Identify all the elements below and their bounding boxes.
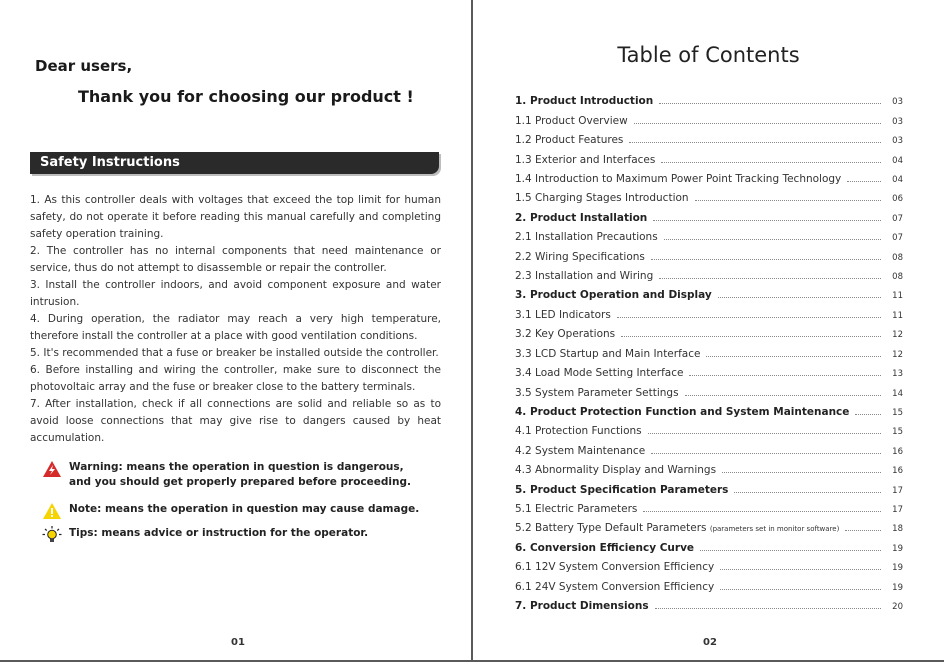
- toc-entry-title: [515, 115, 628, 127]
- toc-entry-title: [515, 542, 694, 554]
- toc-entry-title: [515, 212, 647, 224]
- toc-leader-dots: [661, 162, 881, 163]
- toc-entry[interactable]: [515, 573, 903, 592]
- toc-page-number: 11: [892, 291, 903, 302]
- toc-page-number: 08: [892, 252, 903, 263]
- toc-leader-dots: [720, 589, 881, 590]
- toc-page-number: 20: [892, 601, 903, 612]
- toc-entry[interactable]: [515, 224, 903, 243]
- toc-leader-dots: [655, 608, 881, 609]
- toc-page-number: 16: [892, 446, 903, 457]
- toc-entry-title-text: 1.3 Exterior and Interfaces: [515, 153, 656, 166]
- toc-leader-dots: [706, 356, 881, 357]
- toc-entry-title-text: 6. Conversion Efficiency Curve: [515, 541, 695, 554]
- toc-leader-dots: [653, 220, 881, 221]
- toc-entry[interactable]: [515, 554, 903, 573]
- toc-entry-title: [515, 561, 714, 573]
- toc-leader-dots: [689, 375, 881, 376]
- toc-entry[interactable]: [515, 185, 903, 204]
- toc-page-number: 17: [892, 485, 903, 496]
- warning-text: Warning: means the operation in question is dangerous, and you should get properly prepared before proceeding.: [69, 461, 411, 488]
- toc-leader-dots: [629, 142, 881, 143]
- toc-entry-title: [515, 154, 655, 166]
- instruction-item: 4. During operation, the radiator may reach a very high temperature, therefore install the controller at a place with good ventilation conditions.: [30, 313, 441, 342]
- toc-page-number: 19: [892, 582, 903, 593]
- toc-entry-title: [515, 328, 615, 340]
- instruction-item: 5. It's recommended that a fuse or breaker be installed outside the controller.: [30, 347, 439, 359]
- toc-entry[interactable]: [515, 437, 903, 456]
- toc-entry-title: [515, 522, 839, 534]
- tips-text: Tips: means advice or instruction for the operator.: [69, 527, 369, 539]
- toc-entry-title: [515, 95, 653, 107]
- toc-entry[interactable]: [515, 301, 903, 320]
- toc-entry-title-text: 3.1 LED Indicators: [515, 308, 611, 321]
- thanks-heading: Thank you for choosing our product !: [78, 87, 414, 106]
- toc-leader-dots: [855, 414, 881, 415]
- toc-page-number: 12: [892, 349, 903, 360]
- toc-entry[interactable]: [515, 282, 903, 301]
- toc-entry-title: [515, 503, 637, 515]
- note-triangle-icon: [42, 502, 62, 520]
- toc-entry[interactable]: [515, 146, 903, 165]
- toc-entry-title-text: 4. Product Protection Function and System Maintenance: [515, 405, 850, 418]
- toc-entry-title-text: 1.2 Product Features: [515, 134, 624, 147]
- toc-leader-dots: [685, 395, 881, 396]
- toc-entry[interactable]: [515, 204, 903, 223]
- toc-entry[interactable]: [515, 379, 903, 398]
- toc-entry-title: [515, 289, 712, 301]
- toc-entry[interactable]: [515, 321, 903, 340]
- toc-entry-title: [515, 134, 623, 146]
- toc-entry-title-text: 7. Product Dimensions: [515, 599, 649, 612]
- toc-leader-dots: [634, 123, 881, 124]
- toc-entry-title-text: 3.2 Key Operations: [515, 328, 616, 341]
- toc-page-number: 14: [892, 388, 903, 399]
- toc-entry-title: [515, 367, 683, 379]
- toc-entry-note: (parameters set in monitor software): [709, 525, 840, 534]
- instruction-list: [30, 192, 441, 447]
- toc-page-number: 13: [892, 369, 903, 380]
- toc-entry-title-text: 1.5 Charging Stages Introduction: [515, 192, 689, 205]
- toc-leader-dots: [734, 492, 881, 493]
- toc-page-number: 16: [892, 466, 903, 477]
- toc-entry-title-text: 6.1 12V System Conversion Efficiency: [515, 561, 715, 574]
- toc-page-number: 08: [892, 272, 903, 283]
- toc-leader-dots: [648, 433, 881, 434]
- toc-page-number: 18: [892, 524, 903, 535]
- toc-leader-dots: [847, 181, 881, 182]
- toc-entry-title-text: 5. Product Specification Parameters: [515, 483, 729, 496]
- toc-page-number: 15: [892, 407, 903, 418]
- toc-entry-title-text: 3. Product Operation and Display: [515, 289, 712, 302]
- safety-instructions-banner: [30, 152, 439, 174]
- toc-entry[interactable]: [515, 515, 903, 534]
- page-number: 01: [231, 637, 245, 648]
- toc-entry-title-text: 3.4 Load Mode Setting Interface: [515, 367, 684, 380]
- toc-page-number: 07: [892, 233, 903, 244]
- toc-entry[interactable]: [515, 399, 903, 418]
- table-of-contents: [515, 88, 903, 612]
- toc-entry-title: [515, 270, 653, 282]
- instruction-item: 3. Install the controller indoors, and avoid component exposure and water intrusion.: [30, 279, 441, 308]
- toc-entry-title: [515, 231, 658, 243]
- toc-entry-title: [515, 484, 728, 496]
- toc-leader-dots: [621, 336, 881, 337]
- toc-page-number: 19: [892, 543, 903, 554]
- toc-page-number: 12: [892, 330, 903, 341]
- lightbulb-icon: [42, 526, 62, 544]
- toc-entry-title-text: 2.2 Wiring Specifications: [515, 250, 645, 263]
- toc-entry-title: [515, 309, 611, 321]
- toc-page-number: 04: [892, 175, 903, 186]
- toc-entry-title-text: 1. Product Introduction: [515, 95, 654, 108]
- toc-entry-title-text: 6.1 24V System Conversion Efficiency: [515, 580, 715, 593]
- safety-heading: Safety Instructions: [40, 155, 180, 170]
- instruction-item: 7. After installation, check if all connections are solid and reliable so as to avoid loose connections that may give rise to dangers caused by heat accumulation.: [30, 398, 441, 444]
- toc-entry[interactable]: [515, 107, 903, 126]
- toc-entry[interactable]: [515, 360, 903, 379]
- note-text: Note: means the operation in question may cause damage.: [69, 503, 420, 515]
- toc-entry-title-text: 2.3 Installation and Wiring: [515, 270, 654, 283]
- toc-leader-dots: [643, 511, 881, 512]
- toc-leader-dots: [700, 550, 881, 551]
- toc-entry[interactable]: [515, 418, 903, 437]
- toc-page-number: 03: [892, 116, 903, 127]
- toc-leader-dots: [617, 317, 881, 318]
- toc-entry[interactable]: [515, 88, 903, 107]
- toc-entry[interactable]: [515, 127, 903, 146]
- toc-leader-dots: [845, 530, 881, 531]
- toc-entry-title: [515, 348, 700, 360]
- left-page: [0, 0, 471, 662]
- toc-entry[interactable]: [515, 243, 903, 262]
- toc-entry-title-text: 3.5 System Parameter Settings: [515, 386, 679, 399]
- toc-page-number: 17: [892, 504, 903, 515]
- toc-leader-dots: [659, 103, 881, 104]
- toc-page-number: 19: [892, 563, 903, 574]
- toc-leader-dots: [651, 259, 881, 260]
- toc-leader-dots: [722, 472, 881, 473]
- toc-page-number: 11: [892, 310, 903, 321]
- toc-entry-title-text: 4.1 Protection Functions: [515, 425, 642, 438]
- toc-entry-title: [515, 173, 841, 185]
- toc-leader-dots: [659, 278, 881, 279]
- toc-leader-dots: [664, 239, 881, 240]
- toc-entry[interactable]: [515, 263, 903, 282]
- toc-entry-title-text: 4.2 System Maintenance: [515, 444, 646, 457]
- toc-entry[interactable]: [515, 166, 903, 185]
- toc-leader-dots: [695, 200, 881, 201]
- toc-page-number: 03: [892, 136, 903, 147]
- instruction-item: 2. The controller has no internal components that need maintenance or service, thus do not attempt to disassemble or repair the controller.: [30, 245, 441, 274]
- toc-entry-title-text: 5.2 Battery Type Default Parameters: [515, 522, 707, 535]
- toc-entry-title: [515, 406, 849, 418]
- toc-leader-dots: [720, 569, 881, 570]
- toc-page-number: 06: [892, 194, 903, 205]
- toc-entry-title-text: 5.1 Electric Parameters: [515, 502, 638, 515]
- toc-entry[interactable]: [515, 340, 903, 359]
- toc-title: Table of Contents: [617, 43, 800, 67]
- instruction-item: 6. Before installing and wiring the controller, make sure to disconnect the photovoltaic array and the fuse or breaker close to the battery terminals.: [30, 364, 441, 393]
- toc-entry-title-text: 1.1 Product Overview: [515, 114, 628, 127]
- toc-entry-title: [515, 445, 645, 457]
- page-number: 02: [703, 637, 717, 648]
- toc-entry-title: [515, 387, 679, 399]
- toc-entry-title-text: 3.3 LCD Startup and Main Interface: [515, 347, 701, 360]
- toc-entry-title-text: 2. Product Installation: [515, 211, 648, 224]
- toc-entry[interactable]: [515, 534, 903, 553]
- right-page: [473, 0, 944, 662]
- toc-entry-title: [515, 251, 645, 263]
- warning-triangle-icon: [42, 460, 62, 478]
- greeting: Dear users,: [35, 57, 133, 75]
- toc-page-number: 07: [892, 213, 903, 224]
- toc-leader-dots: [651, 453, 881, 454]
- toc-page-number: 03: [892, 97, 903, 108]
- toc-entry-title-text: 4.3 Abnormality Display and Warnings: [515, 464, 717, 477]
- toc-entry-title-text: 1.4 Introduction to Maximum Power Point Tracking Technology: [515, 173, 842, 186]
- toc-page-number: 04: [892, 155, 903, 166]
- toc-entry-title-text: 2.1 Installation Precautions: [515, 231, 658, 244]
- toc-entry[interactable]: [515, 457, 903, 476]
- toc-entry[interactable]: [515, 476, 903, 495]
- toc-entry-title: [515, 600, 649, 612]
- toc-leader-dots: [718, 297, 881, 298]
- toc-entry[interactable]: [515, 496, 903, 515]
- toc-entry-title: [515, 581, 714, 593]
- toc-entry-title: [515, 192, 689, 204]
- toc-entry-title: [515, 464, 716, 476]
- instruction-item: 1. As this controller deals with voltages that exceed the top limit for human safety, do not operate it before reading this manual carefully and completing safety operation training.: [30, 194, 441, 240]
- toc-entry[interactable]: [515, 593, 903, 612]
- toc-entry-title: [515, 425, 642, 437]
- toc-page-number: 15: [892, 427, 903, 438]
